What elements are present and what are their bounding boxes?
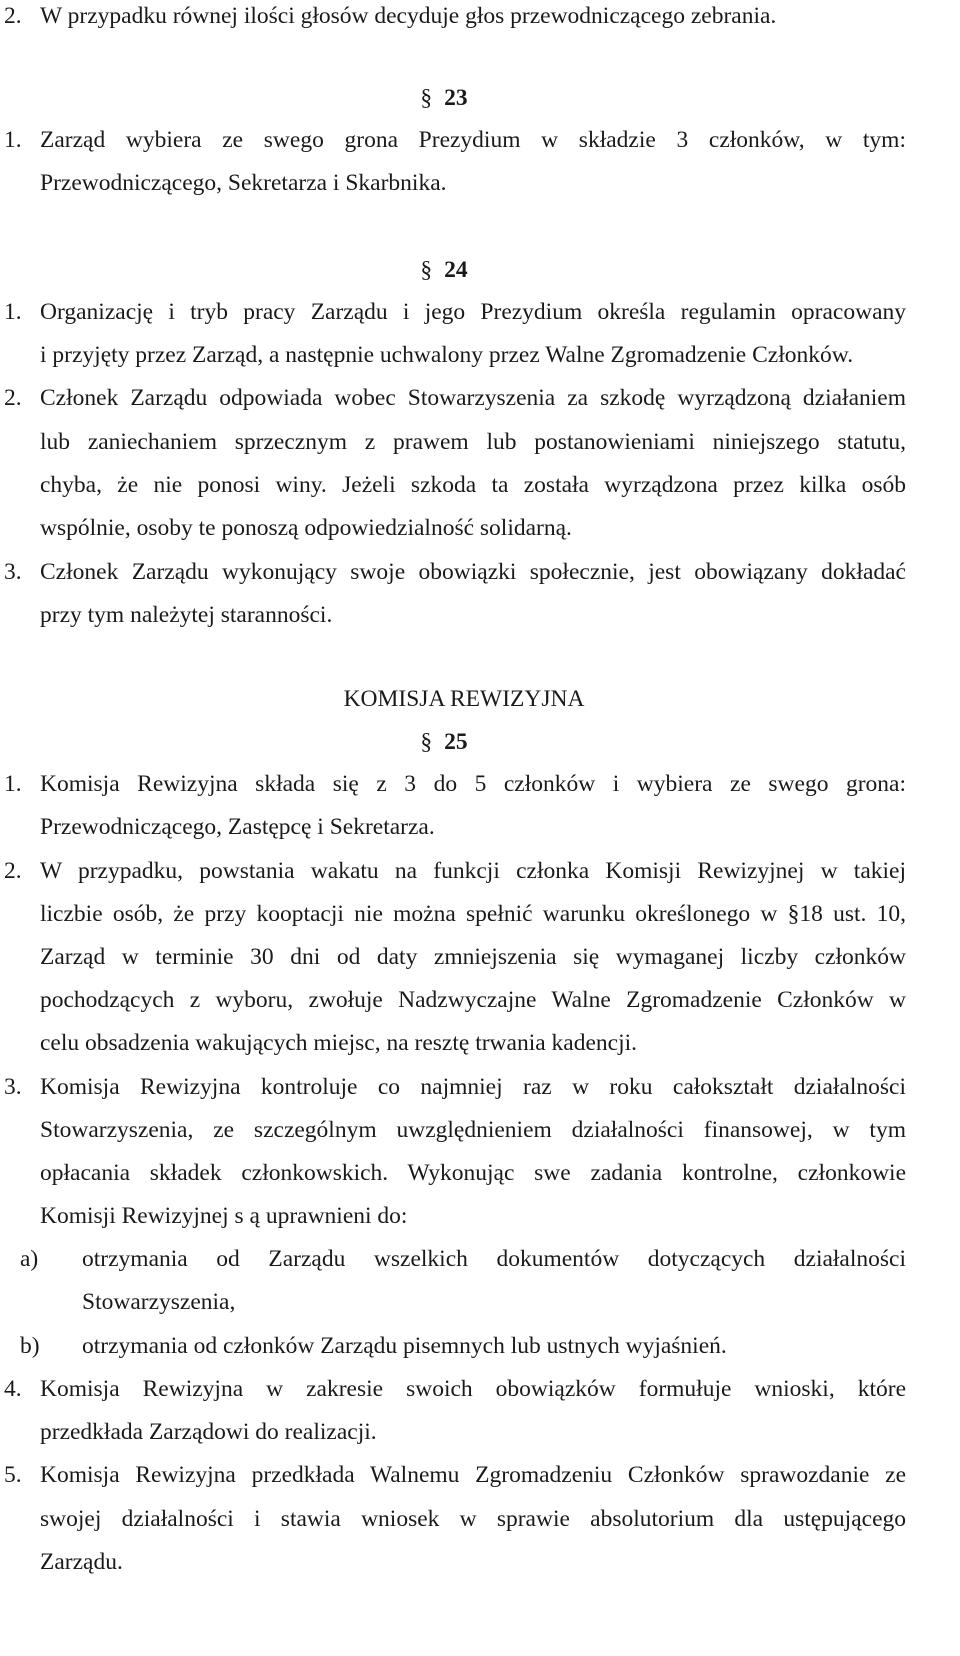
paragraph-line: celu obsadzenia wakujących miejsc, na resztę trwania kadencji.	[40, 1030, 638, 1056]
paragraph-line: Członek Zarządu wykonujący swoje obowiązki społecznie, jest obowiązany dokładać	[40, 559, 906, 585]
item-number: 2.	[4, 3, 22, 29]
paragraph-text: W przypadku równej ilości głosów decyduje głos przewodniczącego zebrania.	[40, 3, 777, 29]
chapter-heading: KOMISJA REWIZYJNA	[343, 686, 585, 712]
item-number: 4.	[4, 1376, 22, 1402]
paragraph-line: lub zaniechaniem sprzecznym z prawem lub postanowieniami niniejszego statutu,	[40, 429, 906, 455]
paragraph-line: przedkłada Zarządowi do realizacji.	[40, 1419, 377, 1445]
paragraph-line: liczbie osób, że przy kooptacji nie można spełnić warunku określonego w §18 ust. 10,	[40, 901, 906, 927]
paragraph-line: W przypadku, powstania wakatu na funkcji członka Komisji Rewizyjnej w takiej	[40, 858, 906, 884]
item-number: 3.	[4, 1074, 22, 1100]
paragraph-line: Komisja Rewizyjna składa się z 3 do 5 członków i wybiera ze swego grona:	[40, 771, 906, 797]
section-heading-25	[0, 720, 924, 764]
section-sign: §	[420, 85, 433, 111]
section-number: 24	[444, 257, 468, 283]
paragraph-line: Członek Zarządu odpowiada wobec Stowarzyszenia za szkodę wyrządzoną działaniem	[40, 385, 906, 411]
paragraph-line: Komisja Rewizyjna przedkłada Walnemu Zgromadzeniu Członków sprawozdanie ze	[40, 1462, 906, 1488]
paragraph-line: wspólnie, osoby te ponoszą odpowiedzialność solidarną.	[40, 515, 572, 541]
section-number: 25	[444, 729, 468, 755]
item-number: 3.	[4, 559, 22, 585]
section-heading-24	[0, 248, 924, 292]
paragraph-line: chyba, że nie ponosi winy. Jeżeli szkoda ta została wyrządzona przez kilka osób	[40, 472, 906, 498]
subitem-line: otrzymania od członków Zarządu pisemnych lub ustnych wyjaśnień.	[82, 1333, 727, 1359]
subitem-label: b)	[20, 1333, 40, 1359]
paragraph-line: Zarząd wybiera ze swego grona Prezydium w składzie 3 członków, w tym:	[40, 127, 906, 153]
section-heading-23	[0, 76, 924, 120]
item-number: 5.	[4, 1462, 22, 1488]
paragraph-line: opłacania składek członkowskich. Wykonując swe zadania kontrolne, członkowie	[40, 1160, 906, 1186]
paragraph-line: Komisja Rewizyjna w zakresie swoich obowiązków formułuje wnioski, które	[40, 1376, 906, 1402]
subitem-line: otrzymania od Zarządu wszelkich dokumentów dotyczących działalności	[82, 1246, 906, 1272]
section-sign: §	[420, 729, 433, 755]
paragraph-line: Stowarzyszenia, ze szczególnym uwzględnieniem działalności finansowej, w tym	[40, 1117, 906, 1143]
paragraph-line: Przewodniczącego, Sekretarza i Skarbnika.	[40, 170, 447, 196]
paragraph-line: Komisja Rewizyjna kontroluje co najmniej raz w roku całokształt działalności	[40, 1074, 906, 1100]
item-number: 1.	[4, 771, 22, 797]
paragraph-line: Organizację i tryb pracy Zarządu i jego Prezydium określa regulamin opracowany	[40, 299, 906, 325]
paragraph-line: Komisji Rewizyjnej s ą uprawnieni do:	[40, 1203, 408, 1229]
item-number: 1.	[4, 127, 22, 153]
item-number: 1.	[4, 299, 22, 325]
subitem-label: a)	[20, 1246, 39, 1272]
paragraph-line: przy tym należytej staranności.	[40, 602, 333, 628]
section-number: 23	[444, 85, 468, 111]
paragraph-line: Zarządu.	[40, 1549, 123, 1575]
subitem-line: Stowarzyszenia,	[82, 1289, 236, 1315]
item-number: 2.	[4, 385, 22, 411]
paragraph-line: Przewodniczącego, Zastępcę i Sekretarza.	[40, 814, 435, 840]
paragraph-line: Zarząd w terminie 30 dni od daty zmniejszenia się wymaganej liczby członków	[40, 944, 906, 970]
item-number: 2.	[4, 858, 22, 884]
paragraph-line: i przyjęty przez Zarząd, a następnie uchwalony przez Walne Zgromadzenie Członków.	[40, 342, 854, 368]
paragraph-line: pochodzących z wyboru, zwołuje Nadzwyczajne Walne Zgromadzenie Członków w	[40, 987, 906, 1013]
paragraph-line: swojej działalności i stawia wniosek w sprawie absolutorium dla ustępującego	[40, 1506, 906, 1532]
section-sign: §	[420, 257, 433, 283]
